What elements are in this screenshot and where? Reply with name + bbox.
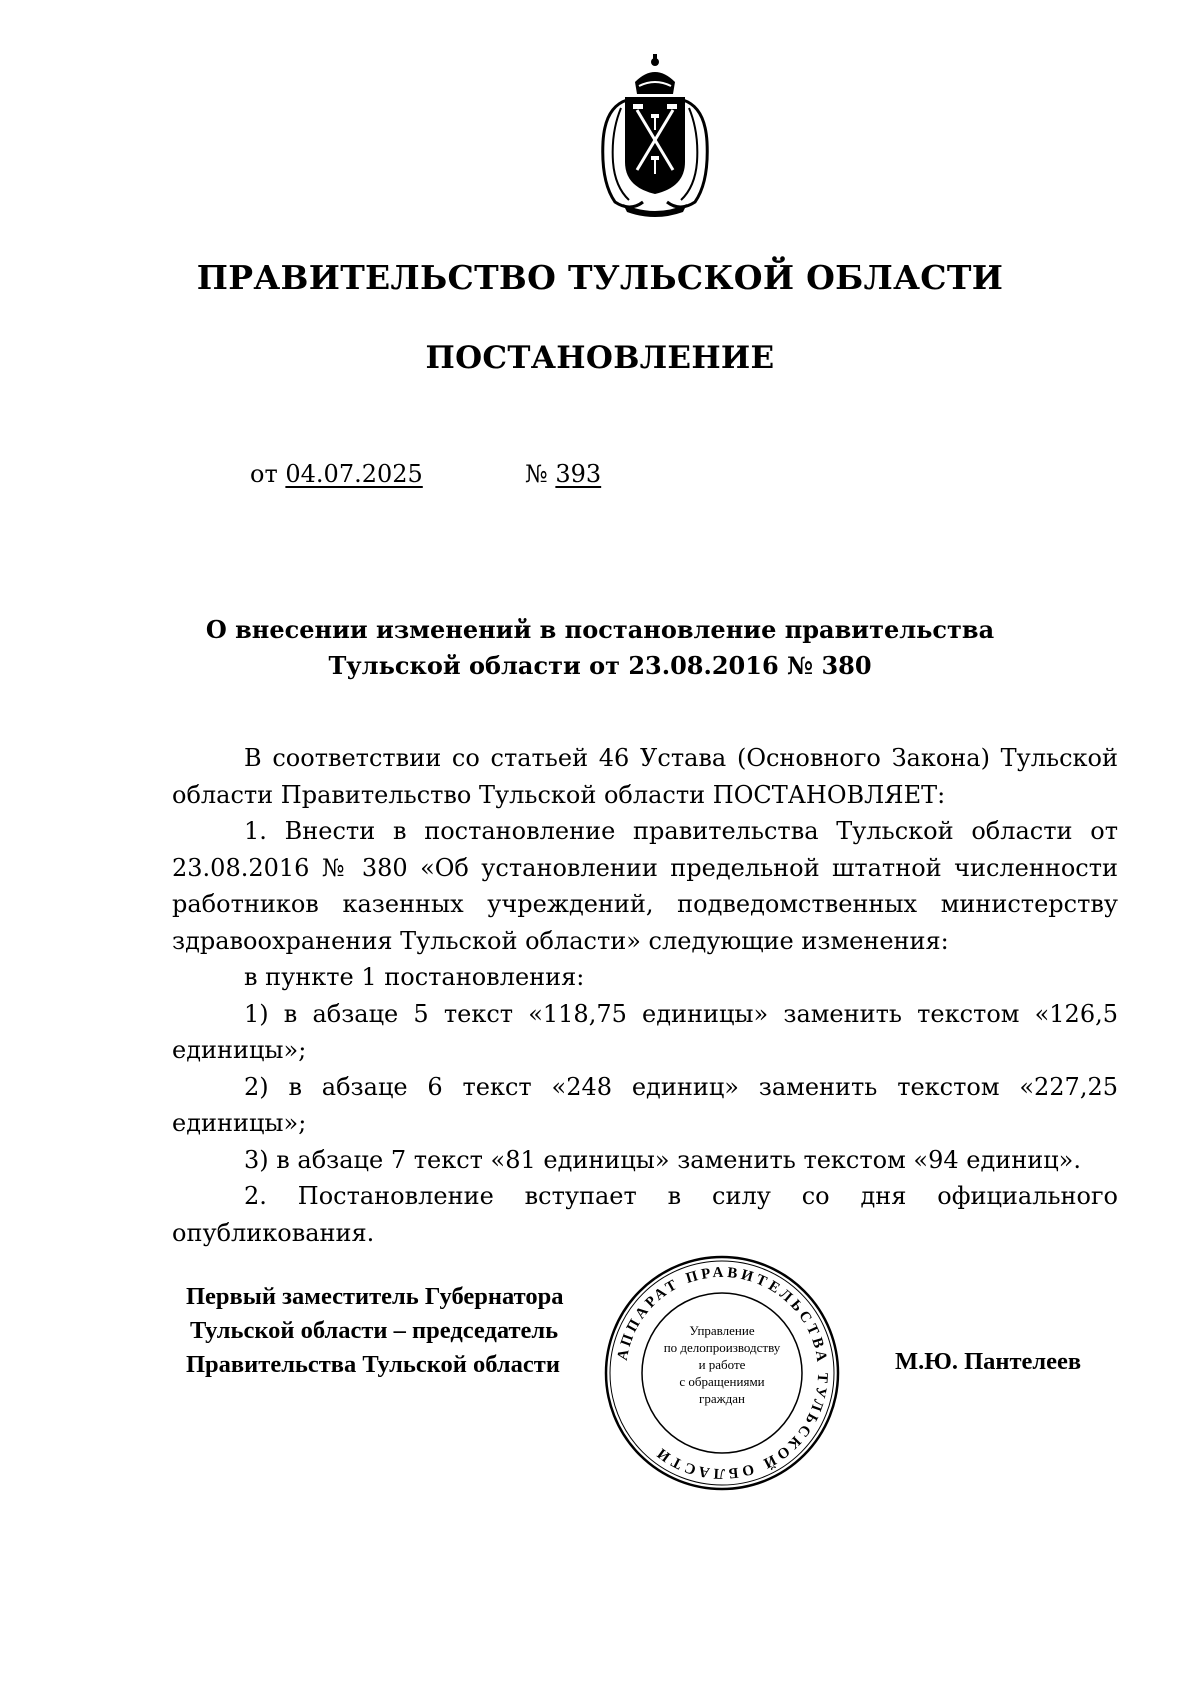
signer-position: [186, 1280, 563, 1382]
organization-title: ПРАВИТЕЛЬСТВО ТУЛЬСКОЙ ОБЛАСТИ: [196, 258, 1004, 297]
stamp-center-text: [652, 1322, 792, 1407]
body-paragraph: 3) в абзаце 7 текст «81 единицы» заменить текстом «94 единиц».: [244, 1145, 1081, 1174]
body-paragraph: 1. Внести в постановление правительства Тульской области от 23.08.2016 № 380 «Об установлении предельной штатной численности работников казенных учреждений, подведомственных министерству здравоохранения Тульской области» следующие изменения:: [172, 817, 1118, 955]
number-prefix: №: [525, 460, 548, 488]
document-subject: [150, 612, 1050, 684]
stamp-line: Управление: [689, 1323, 755, 1338]
stamp-line: с обращениями: [679, 1374, 765, 1389]
body-paragraph: 2) в абзаце 6 текст «248 единиц» заменить текстом «227,25 единицы»;: [172, 1072, 1118, 1137]
signer-position-line: Правительства Тульской области: [186, 1351, 560, 1378]
body-paragraph: В соответствии со статьей 46 Устава (Основного Закона) Тульской области Правительство Тульской области ПОСТАНОВЛЯЕТ:: [172, 744, 1118, 809]
body-paragraph: 1) в абзаце 5 текст «118,75 единицы» заменить текстом «126,5 единицы»;: [172, 999, 1118, 1064]
subject-line: Тульской области от 23.08.2016 № 380: [328, 651, 872, 680]
coat-of-arms-icon: [585, 52, 725, 217]
stamp-ring-text: АППАРАТ ПРАВИТЕЛЬСТВА ТУЛЬСКОЙ ОБЛАСТИ: [614, 1264, 831, 1482]
body-paragraph: 2. Постановление вступает в силу со дня официального опубликования.: [172, 1182, 1118, 1247]
stamp-line: граждан: [699, 1391, 745, 1406]
document-type-title: ПОСТАНОВЛЕНИЕ: [425, 340, 775, 376]
document-body: [172, 740, 1118, 1251]
body-paragraph: в пункте 1 постановления:: [244, 963, 585, 991]
subject-line: О внесении изменений в постановление правительства: [205, 615, 995, 644]
document-number: [525, 460, 601, 488]
date-prefix: от: [250, 460, 278, 488]
stamp-line: по делопроизводству: [663, 1340, 781, 1355]
signer-position-line: Тульской области – председатель: [190, 1317, 559, 1344]
stamp-line: и работе: [698, 1357, 746, 1372]
number-value: 393: [555, 460, 602, 488]
signer-name: М.Ю. Пантелеев: [895, 1348, 1082, 1375]
signer-position-line: Первый заместитель Губернатора: [186, 1283, 564, 1310]
date-value: 04.07.2025: [285, 460, 423, 488]
document-date: [250, 460, 423, 488]
